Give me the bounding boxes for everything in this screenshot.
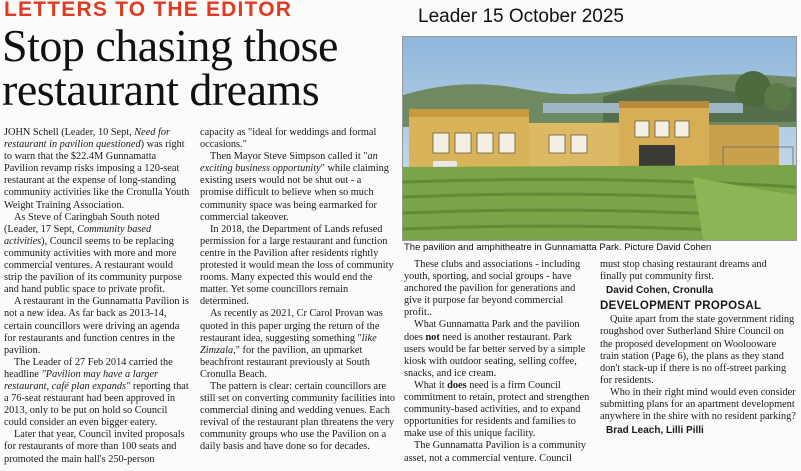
paragraph: Quite apart from the state government riding roughshod over Sutherland Shire Council on the proposed development on Woolooware train station (Page 6), the plans as they stand don't stack-up if there is no off-street parking for residents.: [600, 314, 795, 386]
paragraph: The Gunnamatta Pavilion is a community asset, not a commercial venture. Council: [404, 440, 586, 464]
photo-caption: The pavilion and amphitheatre in Gunnamatta Park. Picture David Cohen: [404, 242, 712, 253]
paragraph: The pattern is clear: certain councillors are still set on converting community facilities into commercial dining and wedding venues. Each revival of the restaurant plan threatens the very community groups who use the Pavilion on a daily basis and have done so for decades.: [200, 380, 396, 453]
letter-signature: David Cohen, Cronulla: [606, 285, 714, 297]
paragraph: As recently as 2021, Cr Carol Provan was quoted in this paper urging the return of the restaurant idea, suggesting something "like Zimzala," for the pavilion, an upmarket beachfront restaurant previously at South Cronulla Beach.: [200, 308, 383, 380]
article-column-3: [404, 259, 593, 465]
paragraph: As Steve of Caringbah South noted (Leader, 17 Sept, Community based activities), Council seems to be replacing community activities with more and more commercial ventures. A restaurant would strip the pavilion of its community purpose and hand public space to private profit.: [4, 211, 182, 296]
letter-subhead: DEVELOPMENT PROPOSAL: [600, 300, 762, 313]
paragraph: What Gunnamatta Park and the pavilion does not need is another restaurant. Park users would be far better served by a simple kiosk with outdoor seating, selling coffee, snacks, and ice cream.: [404, 319, 586, 379]
paragraph: The Leader of 27 Feb 2014 carried the headline "Pavilion may have a larger restaurant, café plan expands" reporting that a 76-seat restaurant had been approved in 2013, only to be put on hold so Council could consider an even bigger eatery.: [4, 356, 189, 429]
letter-signature: Brad Leach, Lilli Pilli: [606, 425, 704, 437]
paragraph: These clubs and associations - including youth, sporting, and social groups - have anchored the pavilion for generations and give it purpose far beyond commercial profit..: [404, 259, 581, 319]
article-column-1: [4, 127, 192, 466]
article-column-4: [600, 259, 796, 437]
pavilion-photo: [402, 36, 797, 241]
paragraph: What it does need is a firm Council commitment to retain, protect and strengthen community-based activities, and to expand opportunities for residents and families to make use of this unique facility.: [404, 379, 590, 440]
paragraph: Then Mayor Steve Simpson called it "an exciting business opportunity" while claiming existing users would not be shut out - a promise difficult to believe when so much community space was being earmarked for commercial takeover.: [200, 151, 389, 223]
publication-dateline: Leader 15 October 2025: [418, 6, 624, 27]
paragraph: Who in their right mind would even consider submitting plans for an apartment development anywhere in the shire with no resident parking?: [600, 386, 796, 423]
pavilion-amphitheatre-image: [403, 37, 796, 240]
paragraph: capacity as "ideal for weddings and formal occasions.": [200, 127, 377, 151]
paragraph: In 2018, the Department of Lands refused permission for a large restaurant and function centre in the Pavilion after residents rightly protested it would mean the loss of community rooms. Many expected this would end the matter. Yet some councillors remain determined.: [200, 223, 394, 308]
paragraph: A restaurant in the Gunnamatta Pavilion is not a new idea. As far back as 2013-14, certain councillors were driving an agenda for restaurants and function centres in the pavilion.: [4, 296, 190, 356]
paragraph: JOHN Schell (Leader, 10 Sept, Need for restaurant in pavilion questioned) was right to warn that the $22.4M Gunnamatta Pavilion revamp risks imposing a 120-seat restaurant at the expense of long-standing community activities like the Cronulla Youth Weight Training Association.: [4, 127, 190, 211]
article-column-2: [200, 127, 396, 454]
paragraph: Later that year, Council invited proposals for restaurants of more than 100 seats and promoted the main hall's 250-person: [4, 429, 185, 465]
paragraph: must stop chasing restaurant dreams and finally put community first.: [600, 259, 767, 283]
article-headline: Stop chasing those restaurant dreams: [2, 20, 338, 115]
section-banner: LETTERS TO THE EDITOR: [4, 0, 293, 21]
